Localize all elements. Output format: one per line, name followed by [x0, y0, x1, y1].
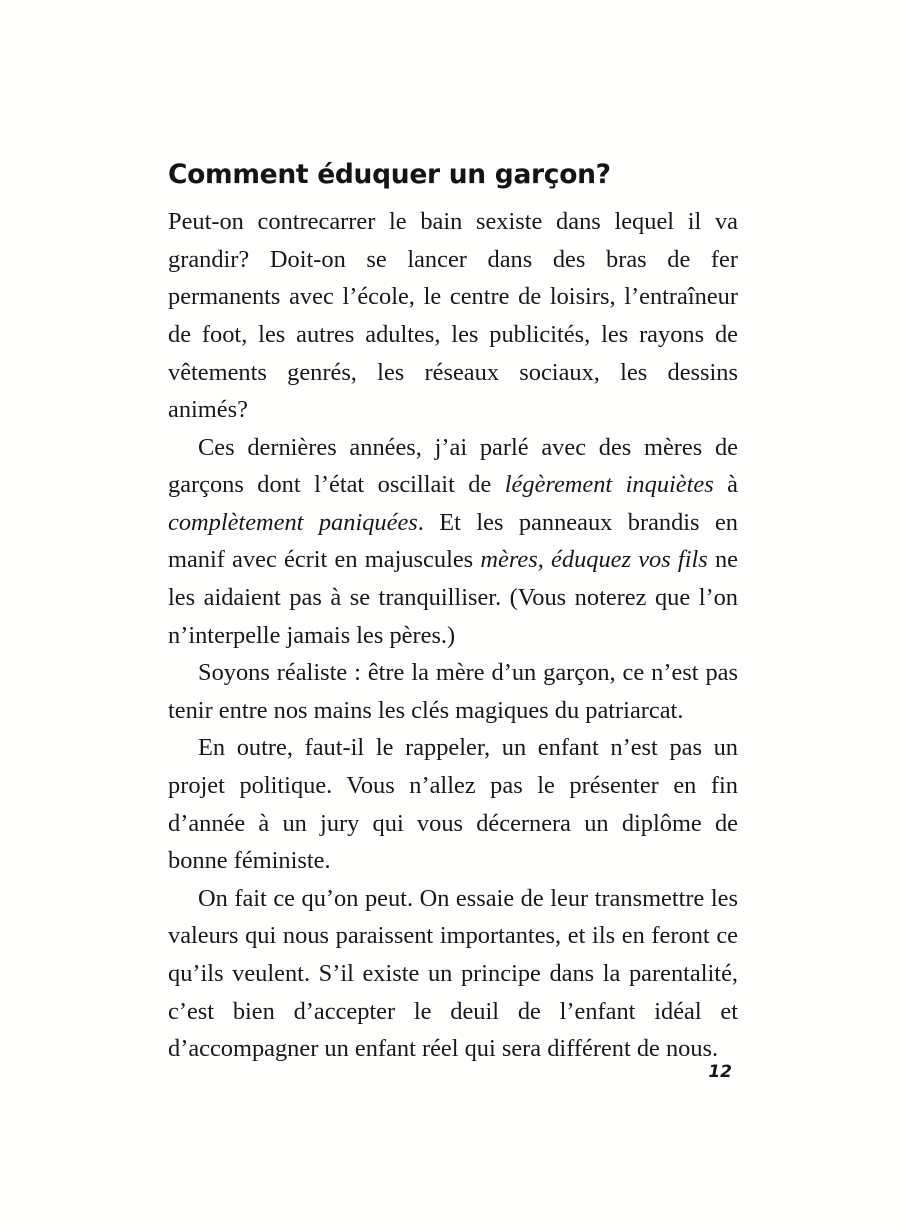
paragraph-text: Peut-on contrecarrer le bain sexiste dans lequel il va grandir? Doit-on se lancer dans des bras de fer permanents avec l’école, le centre de loisirs, l’entraîneur de foot, les autres adultes, les publicités, les rayons de vêtements genrés, les réseaux sociaux, les dessins animés? — [168, 208, 738, 424]
paragraph-text: ne les aidaient pas à se tranquilliser. (Vous noterez que l’on n’interpelle jamais les pères.) — [168, 546, 738, 649]
emphasis-text: légèrement inquiètes — [504, 471, 714, 499]
paragraph — [168, 880, 738, 1068]
paragraph-text: On fait ce qu’on peut. On essaie de leur transmettre les valeurs qui nous paraissent importantes, et ils en feront ce qu’ils veulent. S’il existe un principe dans la parentalité, c’est bien d’accepter le deuil de l’enfant idéal et d’accompagner un enfant réel qui sera différent de nous. — [168, 884, 738, 1063]
paragraph — [168, 429, 738, 655]
body-text — [168, 203, 738, 1068]
paragraph — [168, 654, 738, 729]
paragraph-text: Soyons réaliste : être la mère d’un garçon, ce n’est pas tenir entre nos mains les clés magiques du patriarcat. — [168, 659, 738, 724]
page-number: 12 — [708, 1062, 732, 1082]
paragraph-text: à — [713, 471, 738, 499]
page-text-block — [168, 160, 738, 1068]
emphasis-text: complètement paniquées — [168, 508, 418, 536]
emphasis-text: mères, éduquez vos fils — [480, 546, 708, 574]
paragraph — [168, 203, 738, 429]
paragraph — [168, 729, 738, 879]
page-title: Comment éduquer un garçon? — [168, 159, 611, 190]
paragraph-text: . Et les panneaux brandis en manif avec écrit en majuscules — [168, 508, 738, 574]
paragraph-text: En outre, faut-il le rappeler, un enfant n’est pas un projet politique. Vous n’allez pas le présenter en fin d’année à un jury qui vous décernera un diplôme de bonne féministe. — [168, 734, 738, 875]
paragraph-text: Ces dernières années, j’ai parlé avec des mères de garçons dont l’état oscillait de — [168, 433, 738, 499]
